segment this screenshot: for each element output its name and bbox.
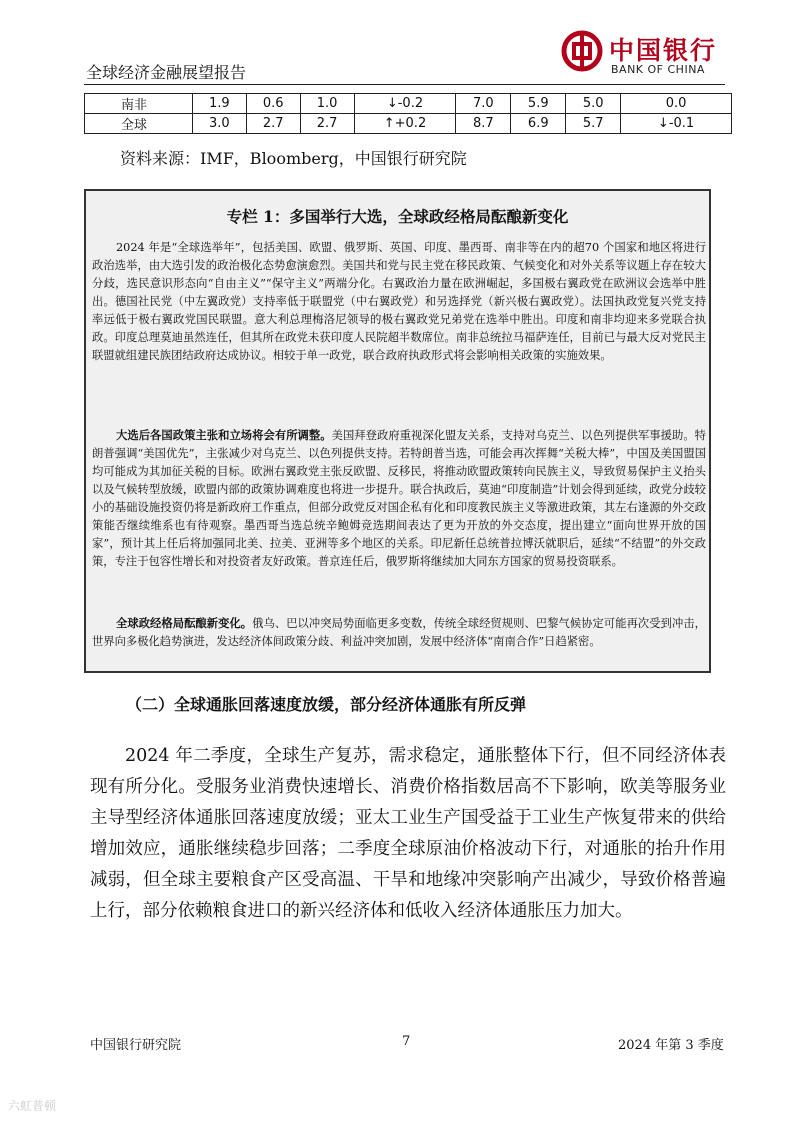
header-title: 全球经济金融展望报告 [86,63,247,82]
table-cell: ↓-0.2 [354,94,456,114]
table-cell-region: 全球 [85,114,193,134]
feature-box-title: 专栏 1：多国举行大选，全球政经格局酝酿新变化 [226,207,569,226]
text-line: 体“南南合作”日趋紧密。 [476,635,601,648]
logo-english-name: BANK OF CHINA [611,63,705,76]
page-number: 7 [402,1034,411,1049]
forecast-table [84,93,732,134]
text-line: 关系。印尼新任总统普拉博沃就职后，延续“不结盟”的外交政策，专注于包容性增长和对投资者友 [92,537,706,568]
text-line: 支持率低于联盟党（中右翼政党）和另选择党（新兴极右翼政党）。法国执政党复兴党支持率远低于极 [92,295,706,326]
text-line: 右翼政党国民联盟。意大利总理梅洛尼领导的极右翼政党兄弟党在选举中胜出。印度和南非均迎来多 [149,313,660,326]
table-cell: 5.0 [566,94,621,114]
text-line: 通胀的抬升作用减弱，但全球主要粮食产区受高温、干旱和地缘冲突影响产出 [90,839,727,890]
table-cell: ↓-0.1 [621,114,732,134]
text-line: 俄乌、巴以冲突局势面临更多变数，传统全球经贸规则、巴黎气候协 [252,617,593,630]
table-cell: 6.9 [511,114,566,134]
table-cell: 1.0 [300,94,354,114]
footer-left: 中国银行研究院 [90,1038,182,1053]
text-line: 带来的供给增加效应，通胀继续稳步回落；二季度全球原油价格波动下行，对 [90,808,726,859]
table-cell: 0.0 [621,94,732,114]
text-line: 色列提供军事援助。特朗普强调“美国优先”，主张减少对乌克兰、以色列提供支持。若特朗普当选， [92,429,706,460]
paragraph-lead: 大选后各国政策主张和立场将会有所调整。 [116,428,332,442]
table-cell: 2.7 [300,114,354,134]
text-line: 党联合执政。印度总理莫迪虽然连任，但其所在政党未获印度人民院超半数席位。南非总统拉马福萨 [92,313,706,344]
text-line: 70 个国家和地区将进行政治选举，由大选引发的政治极化态势愈演愈烈。美国共和党与民主党在移民 [92,241,706,272]
table-cell: 3.0 [192,114,246,134]
text-line: 服务业主导型经济体通胀回落速度放缓；亚太工业生产国受益于工业生产恢复 [90,777,726,828]
text-line: 减少，导致价格普遍上行，部分依赖粮食进口的新兴经济体和低收入经济体通 [90,870,727,921]
bank-logo-icon [561,30,603,72]
text-line: 基础设施投资仍将是新政府工作重点，但部分政党反对国企私有化和印度教民族主义等激进政策，其 [114,501,616,514]
text-line: 的政策协调难度也将进一步提升。联合执政后，莫迪“印度制造”计划会得到延续，政党分歧较小的 [92,483,706,514]
header-rule [84,84,725,85]
section-heading: （二）全球通胀回落速度放缓，部分经济体通胀有所反弹 [126,695,527,714]
footer-right: 2024 年第 3 季度 [618,1038,724,1053]
text-line: 欧盟、反移民，将推动欧盟政策转向民族主义，导致贸易保护主义抬头以及气候转型放缓，欧盟内部 [92,465,706,496]
table-row [85,94,732,114]
feature-box-paragraph-2 [92,426,706,571]
text-line: 2024 年是“全球选举年”，包括美国、欧盟、俄罗斯、英国、印度、墨西哥、南非等在内的超 [116,241,585,254]
table-row [85,114,732,134]
table-cell: 2.7 [246,114,300,134]
feature-box-paragraph-3 [92,614,706,651]
logo-chinese-name: 中国银行 [609,36,718,65]
text-line: 可能会再次挥舞“关税大棒”，中国及美国盟国均可能成为其加征关税的目标。欧洲右翼政党主张反 [92,447,706,478]
table-cell: 5.7 [566,114,621,134]
text-line: 形式将会影响相关政策的实施效果。 [430,349,612,362]
text-line: 2024 年二季度，全球生产复苏，需求稳定，通胀整体下行，但不同经济体 [125,746,709,766]
text-line: 左右逢源的外交政策能否继续维系也有待观察。墨西哥当选总统辛鲍姆竞选期间表达了更为开放的外 [92,501,706,532]
table-cell-region: 南非 [85,94,193,114]
text-line: 表现有所分化。受服务业消费快速增长、消费价格指数居高不下影响，欧美等 [90,746,726,797]
text-line: 胀压力加大。 [527,901,633,921]
text-line: 交态度，提出建立“面向世界开放的国家”，预计其上任后将加强同北美、拉美、亚洲等多个地区的 [92,519,706,550]
text-line: 连任，目前已与最大反对党民主联盟就组建民族团结政府达成协议。相较于单一政党，联合政府执政 [92,331,706,362]
section-body [90,741,726,927]
table-cell: 1.9 [192,94,246,114]
text-line: 好政策。普京连任后，俄罗斯将继续加大同东方国家的贸易投资联系。 [272,555,623,568]
table-cell: 7.0 [456,94,511,114]
table-cell: 5.9 [511,94,566,114]
bank-logo [561,30,721,80]
table-cell: 8.7 [456,114,511,134]
text-line: 美国拜登政府重视深化盟友关系，支持对乌克兰、以 [331,429,593,442]
text-line: 分化。右翼政治力量在欧洲崛起，多国极右翼政党在欧洲议会选举中胜出。德国社民党（中左翼政党） [92,277,706,308]
feature-box-paragraph-1 [92,239,706,365]
text-line: 定可能再次受到冲击，世界向多极化趋势演进，发达经济体间政策分歧、利益冲突加剧，发展中经济 [92,617,706,648]
text-line: 政策、气候变化和对外关系等议题上存在较大分歧，选民意识形态向“自由主义”“保守主义”两端 [92,259,706,290]
paragraph-lead: 全球政经格局酝酿新变化。 [116,616,253,630]
watermark: 六虹普顿 [8,1099,57,1113]
source-note: 资料来源：IMF，Bloomberg，中国银行研究院 [120,149,467,168]
table-cell: ↑+0.2 [354,114,456,134]
table-cell: 0.6 [246,94,300,114]
